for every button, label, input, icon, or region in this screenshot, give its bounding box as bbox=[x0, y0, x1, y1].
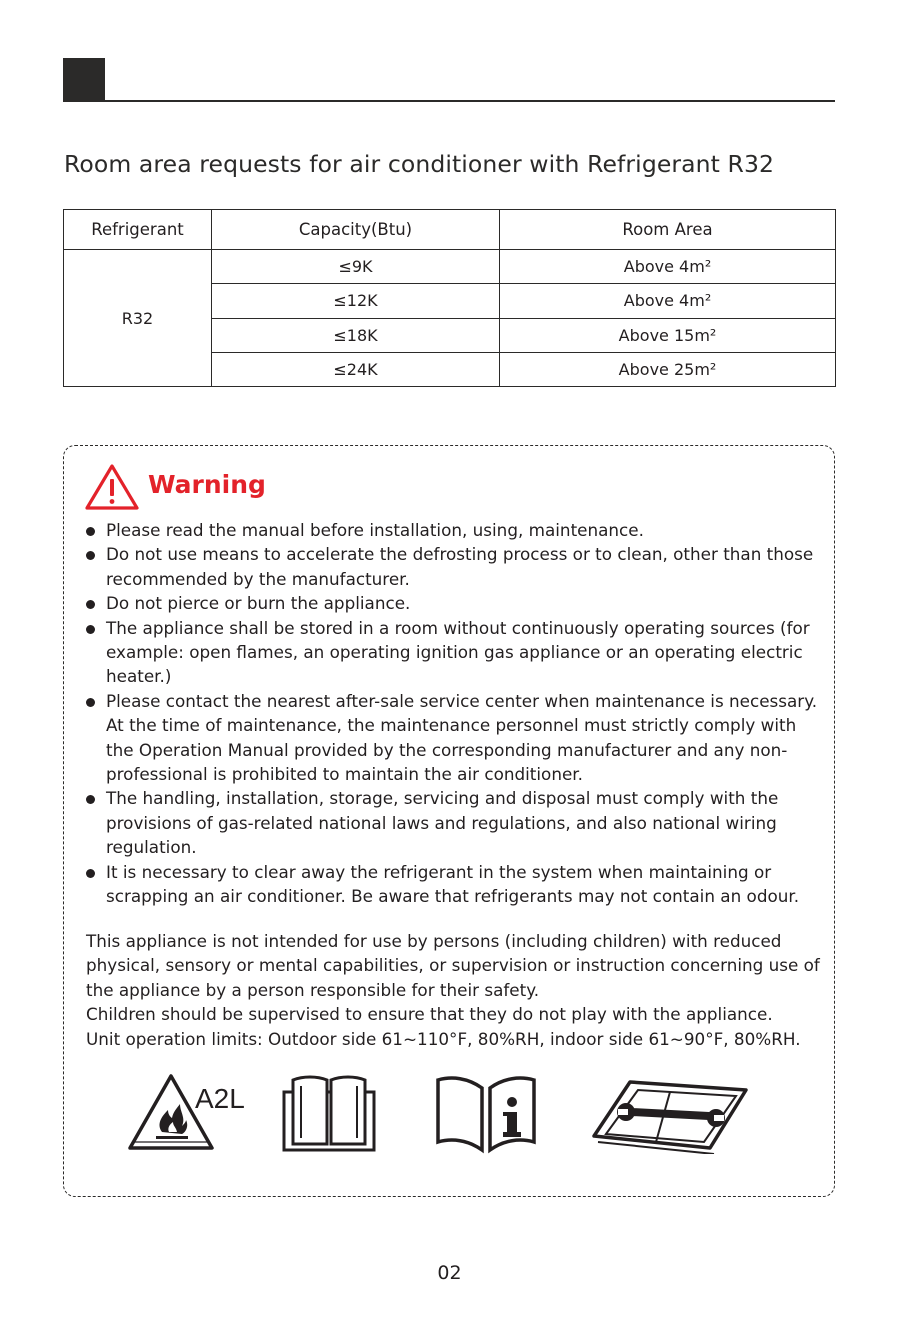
information-manual-icon bbox=[432, 1074, 540, 1154]
warning-title: Warning bbox=[148, 470, 266, 499]
header-room-area: Room Area bbox=[500, 210, 836, 250]
capacity-cell: ≤18K bbox=[212, 318, 500, 352]
bullet-icon bbox=[86, 600, 95, 609]
room-area-cell: Above 15m² bbox=[500, 318, 836, 352]
flammable-a2l-icon bbox=[126, 1072, 246, 1152]
bullet-icon bbox=[86, 698, 95, 707]
room-area-cell: Above 4m² bbox=[500, 284, 836, 318]
room-area-table bbox=[63, 209, 836, 387]
paragraph-children: Children should be supervised to ensure that they do not play with the appliance. bbox=[86, 1004, 773, 1025]
list-item: The appliance shall be stored in a room without continuously operating sources (for example: open flames, an operating ignition gas appliance or an operating electric heater.) bbox=[86, 616, 826, 689]
bullet-icon bbox=[86, 869, 95, 878]
paragraph-supervision: This appliance is not intended for use by persons (including children) with reduced physical, sensory or mental capabilities, or supervision or instruction concerning use of the appliance by a person responsible for their safety. bbox=[86, 931, 820, 1000]
warning-bullet-list bbox=[86, 518, 826, 909]
capacity-cell: ≤24K bbox=[212, 352, 500, 386]
header-capacity: Capacity(Btu) bbox=[212, 210, 500, 250]
page-title: Room area requests for air conditioner with Refrigerant R32 bbox=[64, 150, 775, 178]
room-area-cell: Above 25m² bbox=[500, 352, 836, 386]
page-number: 02 bbox=[437, 1262, 462, 1284]
capacity-cell: ≤9K bbox=[212, 250, 500, 284]
list-item: The handling, installation, storage, servicing and disposal must comply with the provisions of gas-related national laws and regulations, and also national wiring regulation. bbox=[86, 786, 826, 859]
capacity-cell: ≤12K bbox=[212, 284, 500, 318]
room-area-cell: Above 4m² bbox=[500, 250, 836, 284]
bullet-icon bbox=[86, 625, 95, 634]
warning-triangle-icon bbox=[84, 462, 140, 512]
header-refrigerant: Refrigerant bbox=[64, 210, 212, 250]
bullet-icon bbox=[86, 551, 95, 560]
bullet-icon bbox=[86, 527, 95, 536]
paragraph-operation-limits: Unit operation limits: Outdoor side 61~110°F, 80%RH, indoor side 61~90°F, 80%RH. bbox=[86, 1028, 801, 1049]
a2l-label: A2L bbox=[195, 1083, 245, 1114]
table-header-row bbox=[64, 210, 836, 250]
list-item: Please read the manual before installation, using, maintenance. bbox=[86, 518, 826, 542]
list-item: It is necessary to clear away the refrigerant in the system when maintaining or scrapping an air conditioner. Be aware that refrigerants may not contain an odour. bbox=[86, 860, 826, 909]
operation-manual-icon bbox=[281, 1074, 377, 1154]
warning-paragraphs bbox=[86, 929, 828, 1051]
section-marker bbox=[63, 58, 105, 102]
list-item: Do not pierce or burn the appliance. bbox=[86, 591, 826, 615]
list-item: Do not use means to accelerate the defrosting process or to clean, other than those recommended by the manufacturer. bbox=[86, 542, 826, 591]
bullet-icon bbox=[86, 795, 95, 804]
table-row bbox=[64, 250, 836, 284]
header-rule bbox=[105, 100, 835, 102]
list-item: Please contact the nearest after-sale service center when maintenance is necessary. At the time of maintenance, the maintenance personnel must strictly comply with the Operation Manual provided by the corresponding manufacturer and any non-professional is prohibited to maintain the air conditioner. bbox=[86, 689, 826, 787]
refrigerant-cell: R32 bbox=[64, 250, 212, 387]
service-manual-wrench-icon bbox=[590, 1076, 750, 1154]
